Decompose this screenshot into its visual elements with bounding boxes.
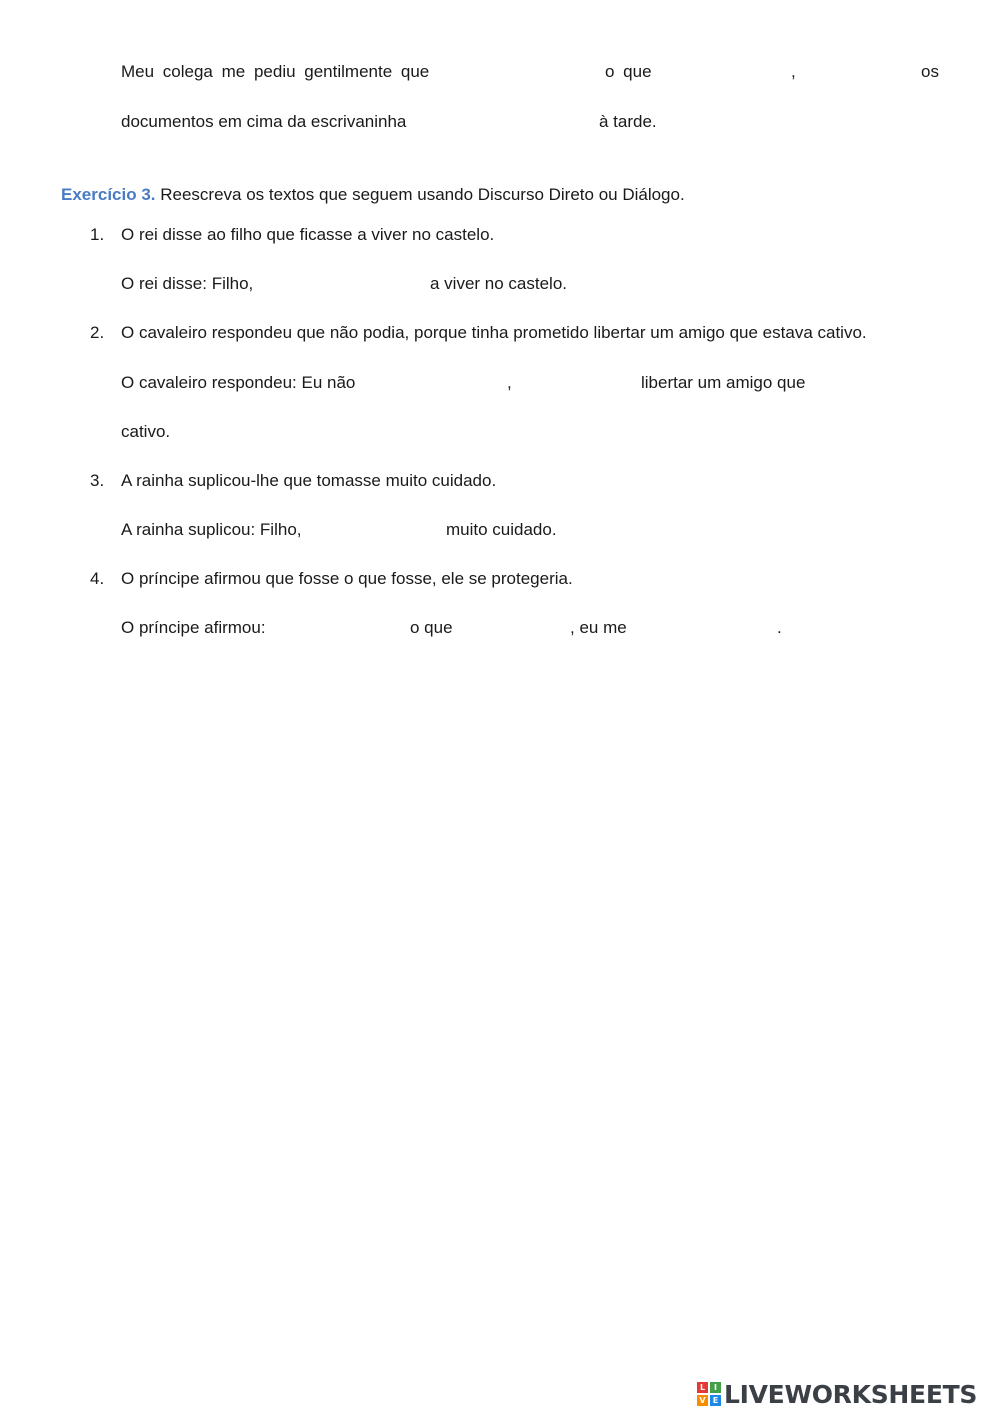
item-answer-2-part1: O cavaleiro respondeu: Eu não — [121, 373, 356, 392]
blank-intro-3[interactable] — [800, 60, 916, 84]
item-answer-2-part2: libertar um amigo que — [641, 373, 806, 392]
logo-mark-i: I — [710, 1382, 721, 1393]
item-answer-2-comma: , — [507, 373, 512, 392]
blank-item-4b[interactable] — [461, 616, 565, 640]
liveworksheets-logo-text: LIVEWORKSHEETS — [724, 1379, 978, 1409]
blank-item-1[interactable] — [266, 272, 424, 296]
blank-item-4a[interactable] — [286, 616, 404, 640]
intro-line1-part1: Meu colega me pediu gentilmente que — [121, 62, 430, 81]
intro-line1-comma: , — [791, 62, 796, 81]
intro-line2-part1: documentos em cima da escrivaninha — [121, 112, 407, 131]
blank-item-2a[interactable] — [376, 371, 502, 395]
blank-intro-4[interactable] — [435, 110, 593, 134]
exercise-instruction: Reescreva os textos que seguem usando Discurso Direto ou Diálogo. — [160, 185, 685, 204]
item-prompt-4: O príncipe afirmou que fosse o que fosse, ele se protegeria. — [121, 569, 573, 588]
liveworksheets-logo — [697, 1378, 977, 1410]
blank-item-2b[interactable] — [516, 371, 634, 395]
item-answer-2-part3: cativo. — [121, 422, 171, 441]
blank-item-2c[interactable] — [828, 371, 938, 395]
blank-item-4c[interactable] — [637, 616, 773, 640]
logo-mark-l: L — [697, 1382, 708, 1393]
exercise-label: Exercício 3. — [61, 185, 156, 204]
item-answer-1-part2: a viver no castelo. — [430, 274, 568, 293]
intro-line1-part2: o que — [605, 62, 652, 81]
item-prompt-1: O rei disse ao filho que ficasse a viver no castelo. — [121, 225, 495, 244]
blank-intro-2[interactable] — [656, 60, 786, 84]
item-number-3: 3. — [90, 471, 105, 490]
item-answer-4-period: . — [777, 618, 782, 637]
blank-item-3[interactable] — [322, 518, 440, 542]
item-prompt-2: O cavaleiro respondeu que não podia, porque tinha prometido libertar um amigo que estava cativo. — [121, 323, 867, 342]
item-number-2: 2. — [90, 323, 105, 342]
item-answer-3-part1: A rainha suplicou: Filho, — [121, 520, 302, 539]
item-answer-4-part3: , eu me — [570, 618, 627, 637]
item-answer-4-part2: o que — [410, 618, 453, 637]
item-answer-1-part1: O rei disse: Filho, — [121, 274, 254, 293]
blank-intro-1[interactable] — [453, 60, 599, 84]
liveworksheets-logo-icon — [697, 1382, 721, 1406]
item-answer-3-part2: muito cuidado. — [446, 520, 557, 539]
item-number-4: 4. — [90, 569, 105, 588]
item-prompt-3: A rainha suplicou-lhe que tomasse muito cuidado. — [121, 471, 497, 490]
item-answer-4-part1: O príncipe afirmou: — [121, 618, 266, 637]
exercise-heading — [61, 184, 685, 206]
intro-line1-part3: os — [921, 62, 939, 81]
intro-line2-part2: à tarde. — [599, 112, 657, 131]
item-number-1: 1. — [90, 225, 105, 244]
logo-mark-e: E — [710, 1395, 721, 1406]
logo-mark-v: V — [697, 1395, 708, 1406]
